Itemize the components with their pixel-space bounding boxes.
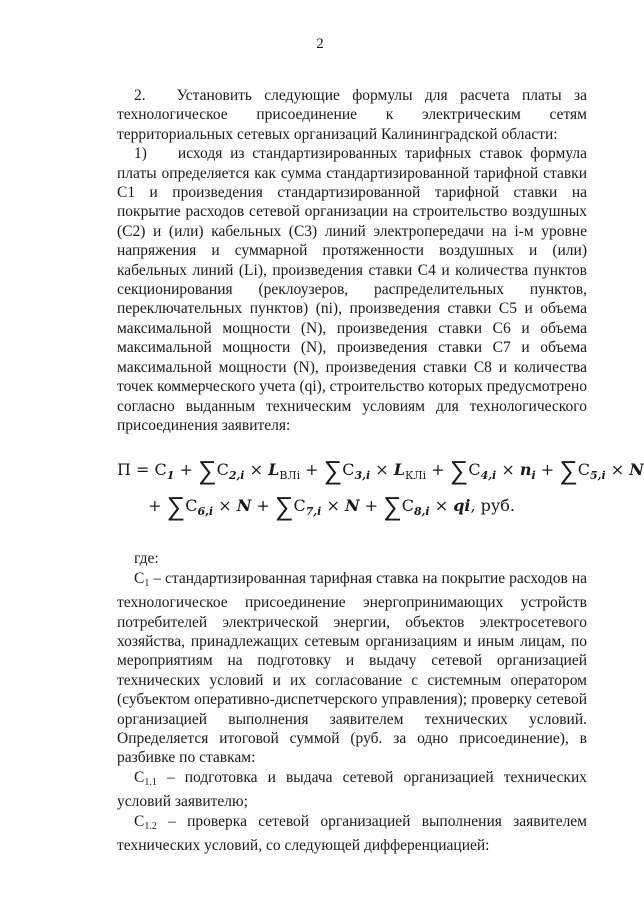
formula-qi: qi [453,496,471,516]
formula-plus: + [426,460,450,480]
c11-text: – подготовка и выдача сетевой организацией технических условий заявителю; [117,768,587,811]
c1-label-sub: 1 [144,577,150,589]
sum-symbol: ∑ [166,492,186,523]
sum-symbol: ∑ [198,456,217,487]
c12-label-sub: 1.2 [144,820,157,832]
sum-symbol: ∑ [323,456,343,487]
c12-text: – проверка сетевой организацией выполнения заявителем технических условий, со следующей дифференциацией: [117,812,587,854]
formula-plus: + [251,496,275,516]
formula-line-1 [117,455,644,491]
formula-N: N [344,496,360,516]
formula-plus: + [535,460,560,480]
definition-c1-1 [117,768,587,812]
formula-c4-sub: 4,i [480,469,497,483]
formula-c8-sub: 8,i [413,505,430,519]
formula-c1: С [154,460,167,480]
paragraph-point-2: 2. Установить следующие формулы для расчета платы за технологическое присоединение к электрическим сетям территориальных сетевых организаций Калининградской области: [117,87,587,143]
where-label: где: [134,550,159,568]
formula-times: × [321,496,345,516]
formula-plus: + [174,460,199,480]
formula-times: × [370,460,394,480]
sum-symbol: ∑ [383,492,402,523]
formula-l-vl-sub: ВЛi [279,469,301,483]
tariff-formula [117,455,644,527]
formula-n: n [519,460,532,480]
page-number: 2 [316,36,324,52]
formula-l-vl: L [268,460,280,480]
formula-c5-sub: 5,i [590,469,606,483]
formula-c2: С [216,460,229,480]
formula-c3-sub: 3,i [354,469,371,483]
sum-symbol: ∑ [274,492,294,523]
document-body [117,86,644,855]
formula-c6-sub: 6,i [197,505,214,519]
formula-times: × [213,496,237,516]
definition-c1 [117,569,587,768]
formula-plus: + [300,460,324,480]
sum-symbol: ∑ [449,456,469,487]
formula-times: × [605,460,630,480]
formula-c2-sub: 2,i [228,469,245,483]
formula-N: N [629,460,644,480]
formula-lhs: П = [117,460,155,480]
formula-c5: С [577,460,591,480]
formula-c7-sub: 7,i [305,505,322,519]
c11-label: С [134,768,145,786]
formula-N: N [236,496,252,516]
paragraph-item-1: 1) исходя из стандартизированных тарифных ставок формула платы определяется как сумма стандартизированной тарифной ставки С1 и произведения стандартизированной тарифной ставки на покрытие расходов сетевой организации на строительство воздушных (С2) и (или) кабельных (С3) линий электропередачи на i-м уровне напряжения и суммарной протяженности воздушных и (или) кабельных линий (Li), произведения ставки С4 и количества пунктов секционирования (реклоузеров, распределительных пунктов, переключательных пунктов) (ni), произведения ставки С5 и объема максимальной мощности (N), произведения ставки С6 и объема максимальной мощности (N), произведения ставки С7 и объема максимальной мощности (N), произведения ставки С8 и количества точек коммерческого учета (qi), строительство которых предусмотрено согласно выданным техническим условиям для технологического присоединения заявителя: [117,145,587,434]
c12-label: С [134,812,145,830]
formula-l-kl: L [393,460,405,480]
formula-l-kl-sub: КЛi [404,469,427,483]
formula-plus: + [148,496,167,516]
formula-c4: С [468,460,481,480]
c1-text: – стандартизированная тарифная ставка на покрытие расходов на технологическое присоединение энергопринимающих устройств потребителей электрической энергии, объектов электросетевого хозяйства, принадлежащих сетевым организациям и иным лицам, по мероприятиям на подготовку и выдачу сетевой организацией технических условий и их согласование с системным оператором (субъектом оперативно-диспетчерского управления); проверку сетевой организацией выполнения заявителем технических условий. Определяется итоговой суммой (руб. за одно присоединение), в разбивке по ставкам: [117,569,587,767]
formula-c7: С [293,496,306,516]
formula-c6: С [185,496,198,516]
c1-label: С [134,569,145,587]
formula-c1-sub: 1 [166,469,175,483]
formula-times: × [496,460,520,480]
formula-c3: С [342,460,355,480]
formula-times: × [244,460,269,480]
formula-n-sub: i [531,469,536,483]
formula-c8: С [401,496,414,516]
definition-c1-2 [117,812,587,856]
formula-unit: , руб. [470,496,515,516]
c11-label-sub: 1.1 [144,776,157,788]
sum-symbol: ∑ [559,456,578,487]
formula-plus: + [359,496,384,516]
formula-line-2 [117,491,587,527]
formula-times: × [429,496,454,516]
